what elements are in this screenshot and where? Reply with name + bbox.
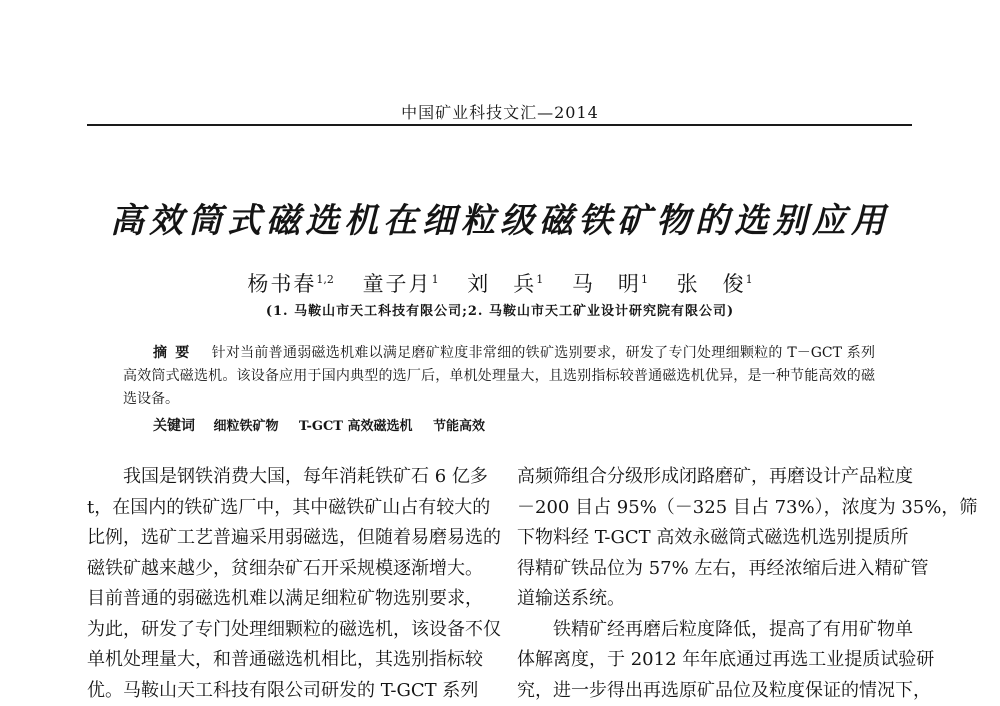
author: 马 明$^1$ <box>572 272 648 296</box>
body-line: 下物料经 T-GCT 高效永磁筒式磁选机选别提质所 <box>517 523 913 554</box>
abstract <box>123 342 875 411</box>
body-line: 道输送系统。 <box>517 584 913 615</box>
author-list <box>0 268 1000 298</box>
keywords-label: 关键词 <box>153 418 195 434</box>
body-line: 单机处理量大，和普通磁选机相比，其选别指标较 <box>87 645 483 676</box>
body-column-right <box>517 462 913 706</box>
body-line: 磁铁矿越来越少，贫细杂矿石开采规模逐渐增大。 <box>87 554 483 585</box>
body-column-left <box>87 462 483 706</box>
affiliations: (1. 马鞍山市天工科技有限公司;2. 马鞍山市天工矿业设计研究院有限公司) <box>0 300 1000 319</box>
body-line: 比例，选矿工艺普遍采用弱磁选，但随着易磨易选的 <box>87 523 483 554</box>
abstract-label: 摘要 <box>153 345 198 361</box>
body-line: 优。马鞍山天工科技有限公司研发的 T-GCT 系列 <box>87 676 483 706</box>
body-line: 高频筛组合分级形成闭路磨矿，再磨设计产品粒度 <box>517 462 913 493</box>
author: 张 俊$^1$ <box>677 272 753 296</box>
abstract-text: 针对当前普通弱磁选机难以满足磨矿粒度非常细的铁矿选别要求，研发了专门处理细颗粒的 T－GCT 系列高效筒式磁选机。该设备应用于国内典型的选厂后，单机处理量大，且选别指标较普通磁选机优异，是一种节能高效的磁选设备。 <box>123 345 875 407</box>
paper-title: 高效筒式磁选机在细粒级磁铁矿物的选别应用 <box>0 193 1000 242</box>
body-line: 得精矿铁品位为 57% 左右，再经浓缩后进入精矿管 <box>517 554 913 585</box>
body-line: 究，进一步得出再选原矿品位及粒度保证的情况下， <box>517 676 913 706</box>
keyword: 节能高效 <box>433 419 485 434</box>
header-rule <box>87 124 912 126</box>
author: 杨书春$^{1,2}$ <box>247 272 334 296</box>
author: 童子月$^1$ <box>363 272 439 296</box>
body-line: 我国是钢铁消费大国，每年消耗铁矿石 6 亿多 <box>87 462 483 493</box>
keyword: T-GCT 高效磁选机 <box>299 419 413 434</box>
body-line: 铁精矿经再磨后粒度降低，提高了有用矿物单 <box>517 615 913 646</box>
body-line: －200 目占 95%（－325 目占 73%），浓度为 35%，筛 <box>517 493 913 524</box>
body-line: 为此，研发了专门处理细颗粒的磁选机，该设备不仅 <box>87 615 483 646</box>
keyword: 细粒铁矿物 <box>213 419 278 434</box>
body-line: 体解离度，于 2012 年年底通过再选工业提质试验研 <box>517 645 913 676</box>
journal-header: 中国矿业科技文汇—2014 <box>0 100 1000 123</box>
body-line: 目前普通的弱磁选机难以满足细粒矿物选别要求， <box>87 584 483 615</box>
keywords <box>153 415 873 438</box>
author: 刘 兵$^1$ <box>467 272 543 296</box>
body-line: t，在国内的铁矿选厂中，其中磁铁矿山占有较大的 <box>87 493 483 524</box>
